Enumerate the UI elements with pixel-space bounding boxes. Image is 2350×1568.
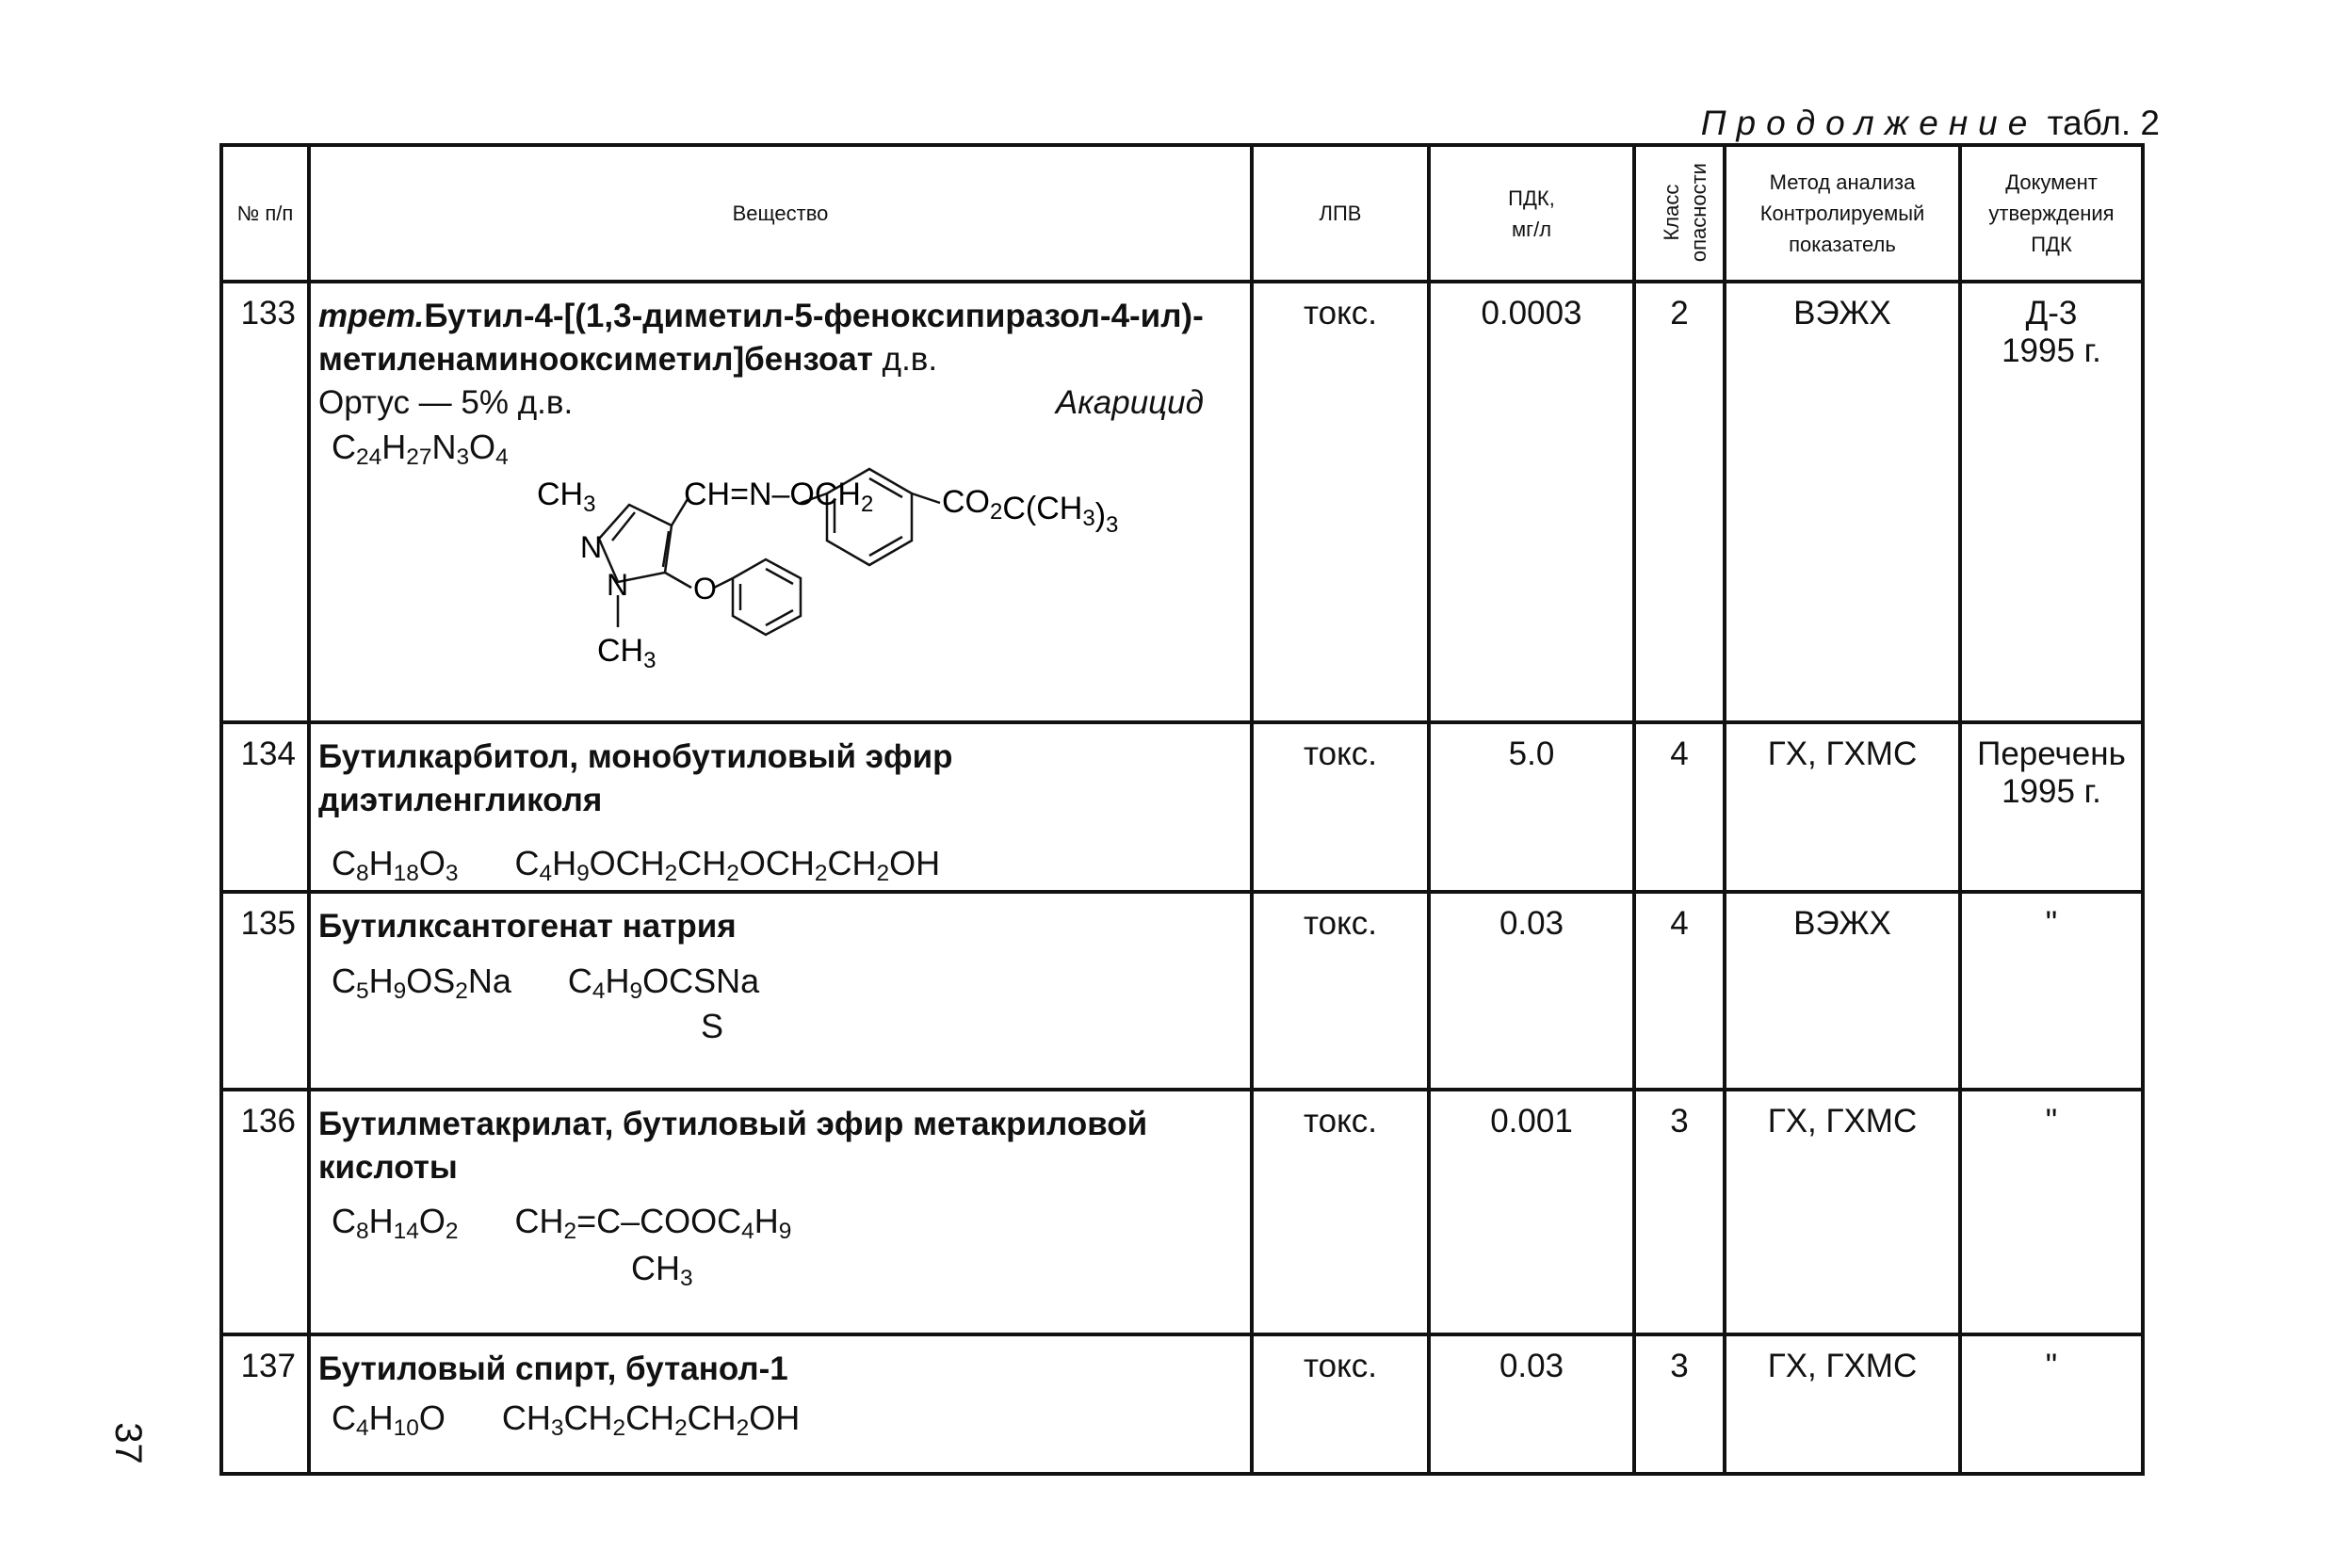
structural-formula-under: S bbox=[701, 1006, 724, 1045]
row-num: 136 bbox=[221, 1090, 309, 1334]
doc-cell: " bbox=[1960, 1334, 2143, 1474]
header-hazard-line2: опасности bbox=[1686, 163, 1710, 263]
struct-n2: N bbox=[607, 568, 629, 602]
molecular-formula: $C_8H_{14}O_2$ bbox=[332, 1202, 459, 1245]
structural-formula: $C_4H_9OCH_2CH_2OCH_2CH_2OH$ bbox=[514, 844, 941, 887]
name-line2: кислоты bbox=[318, 1148, 458, 1186]
lpv-cell: токс. bbox=[1252, 282, 1429, 722]
header-doc-line1: Документ bbox=[2005, 170, 2098, 194]
structural-formula: $C_4H_9OCSNa$ bbox=[567, 961, 760, 1004]
continuation-suffix: табл. 2 bbox=[2047, 104, 2160, 142]
header-pdk bbox=[1429, 145, 1634, 282]
lpv-cell: токс. bbox=[1252, 1334, 1429, 1474]
header-lpv: ЛПВ bbox=[1252, 145, 1429, 282]
substance-name: Бутилкарбитол, монобутиловый эфир диэтиленгликоля bbox=[318, 738, 953, 818]
molecular-formula: $C_{24}H_{27}N_3O_4$ bbox=[332, 428, 509, 471]
header-method-line3: показатель bbox=[1789, 233, 1896, 256]
preparation-name: Ортус — 5% д.в. bbox=[318, 384, 574, 421]
pdk-cell: 5.0 bbox=[1429, 722, 1634, 892]
substance-cell bbox=[309, 1090, 1252, 1334]
method-cell: ГХ, ГХМС bbox=[1725, 1090, 1960, 1334]
header-pdk-line2: мг/л bbox=[1511, 217, 1552, 241]
struct-o: O bbox=[693, 572, 717, 606]
substance-name bbox=[318, 295, 1242, 380]
struct-ch3-top: $CH_3$ bbox=[537, 477, 596, 517]
name-line2: метиленаминооксиметил]бензоат bbox=[318, 340, 873, 378]
substances-table bbox=[219, 143, 2145, 1476]
doc-cell: " bbox=[1960, 892, 2143, 1090]
struct-chain: $CH=N-OCH_2$ bbox=[684, 477, 874, 517]
table-row bbox=[221, 1090, 2143, 1334]
name-line1: Бутил-4-[(1,3-диметил-5-феноксипиразол-4-ил)- bbox=[424, 298, 1204, 334]
doc-line2: 1995 г. bbox=[2002, 332, 2101, 369]
doc-line2: 1995 г. bbox=[2002, 773, 2101, 810]
name-dv: д.в. bbox=[882, 340, 938, 378]
table-row bbox=[221, 722, 2143, 892]
row-num: 134 bbox=[221, 722, 309, 892]
struct-ch3-bottom: $CH_3$ bbox=[597, 633, 656, 673]
substance-cell bbox=[309, 1334, 1252, 1474]
header-doc-line3: ПДК bbox=[2031, 233, 2072, 256]
substance-name: Бутилксантогенат натрия bbox=[318, 908, 737, 945]
molecular-formula: $C_4H_{10}O$ bbox=[332, 1398, 446, 1441]
row-num: 137 bbox=[221, 1334, 309, 1474]
doc-cell: " bbox=[1960, 1090, 2143, 1334]
page-number: 37 bbox=[106, 1422, 149, 1464]
formula-line bbox=[318, 1398, 1242, 1441]
hazard-cell: 4 bbox=[1634, 892, 1725, 1090]
pdk-cell: 0.001 bbox=[1429, 1090, 1634, 1334]
table-row bbox=[221, 892, 2143, 1090]
pdk-cell: 0.03 bbox=[1429, 892, 1634, 1090]
table-row bbox=[221, 1334, 2143, 1474]
doc-cell bbox=[1960, 722, 2143, 892]
method-cell: ВЭЖХ bbox=[1725, 892, 1960, 1090]
hazard-cell: 3 bbox=[1634, 1334, 1725, 1474]
substance-cell bbox=[309, 722, 1252, 892]
formula-line bbox=[318, 844, 1242, 887]
lpv-cell: токс. bbox=[1252, 722, 1429, 892]
substance-cell bbox=[309, 282, 1252, 722]
preparation-line bbox=[318, 384, 1204, 422]
continuation-word: Продолжение bbox=[1700, 104, 2038, 142]
structure-diagram bbox=[318, 467, 1251, 712]
header-substance: Вещество bbox=[309, 145, 1252, 282]
header-method bbox=[1725, 145, 1960, 282]
hazard-cell: 2 bbox=[1634, 282, 1725, 722]
hazard-cell: 3 bbox=[1634, 1090, 1725, 1334]
name-line1: Бутилметакрилат, бутиловый эфир метакриловой bbox=[318, 1106, 1148, 1142]
substance-name: Бутиловый спирт, бутанол-1 bbox=[318, 1350, 788, 1387]
struct-n1: N bbox=[580, 530, 603, 564]
molecular-formula: $C_5H_9OS_2Na$ bbox=[332, 961, 511, 1004]
struct-ester: $CO_2C(CH_3)_3$ bbox=[942, 484, 1119, 538]
header-hazard-rotated bbox=[1659, 163, 1712, 262]
header-method-line2: Контролируемый bbox=[1759, 202, 1925, 225]
header-row bbox=[221, 145, 2143, 282]
row-num: 133 bbox=[221, 282, 309, 722]
pdk-cell: 0.0003 bbox=[1429, 282, 1634, 722]
row-num: 135 bbox=[221, 892, 309, 1090]
lpv-cell: токс. bbox=[1252, 1090, 1429, 1334]
substance-name bbox=[318, 1103, 1242, 1188]
method-cell: ВЭЖХ bbox=[1725, 282, 1960, 722]
table-row bbox=[221, 282, 2143, 722]
header-hazard-line1: Класс bbox=[1659, 184, 1683, 241]
table-continuation-label bbox=[1701, 104, 2160, 143]
header-hazard bbox=[1634, 145, 1725, 282]
formula-line bbox=[318, 1202, 1242, 1245]
header-method-line1: Метод анализа bbox=[1769, 170, 1916, 194]
structural-formula: $CH_2=C-COOC_4H_9$ bbox=[514, 1202, 792, 1245]
molecular-formula: $C_8H_{18}O_3$ bbox=[332, 844, 459, 887]
preparation-type: Акарицид bbox=[1055, 384, 1204, 421]
doc-line1: Д-3 bbox=[2025, 295, 2078, 331]
doc-line1: Перечень bbox=[1977, 736, 2126, 772]
lpv-cell: токс. bbox=[1252, 892, 1429, 1090]
name-prefix: трет. bbox=[318, 298, 425, 334]
structural-formula: $CH_3CH_2CH_2CH_2OH$ bbox=[501, 1398, 801, 1441]
hazard-cell: 4 bbox=[1634, 722, 1725, 892]
pdk-cell: 0.03 bbox=[1429, 1334, 1634, 1474]
header-doc bbox=[1960, 145, 2143, 282]
header-pdk-line1: ПДК, bbox=[1508, 186, 1555, 210]
substance-cell bbox=[309, 892, 1252, 1090]
doc-cell bbox=[1960, 282, 2143, 722]
formula-line bbox=[318, 961, 1242, 1004]
method-cell: ГХ, ГХМС bbox=[1725, 722, 1960, 892]
header-num: № п/п bbox=[221, 145, 309, 282]
method-cell: ГХ, ГХМС bbox=[1725, 1334, 1960, 1474]
header-doc-line2: утверждения bbox=[1988, 202, 2115, 225]
structural-formula-under: $CH_3$ bbox=[631, 1249, 693, 1292]
